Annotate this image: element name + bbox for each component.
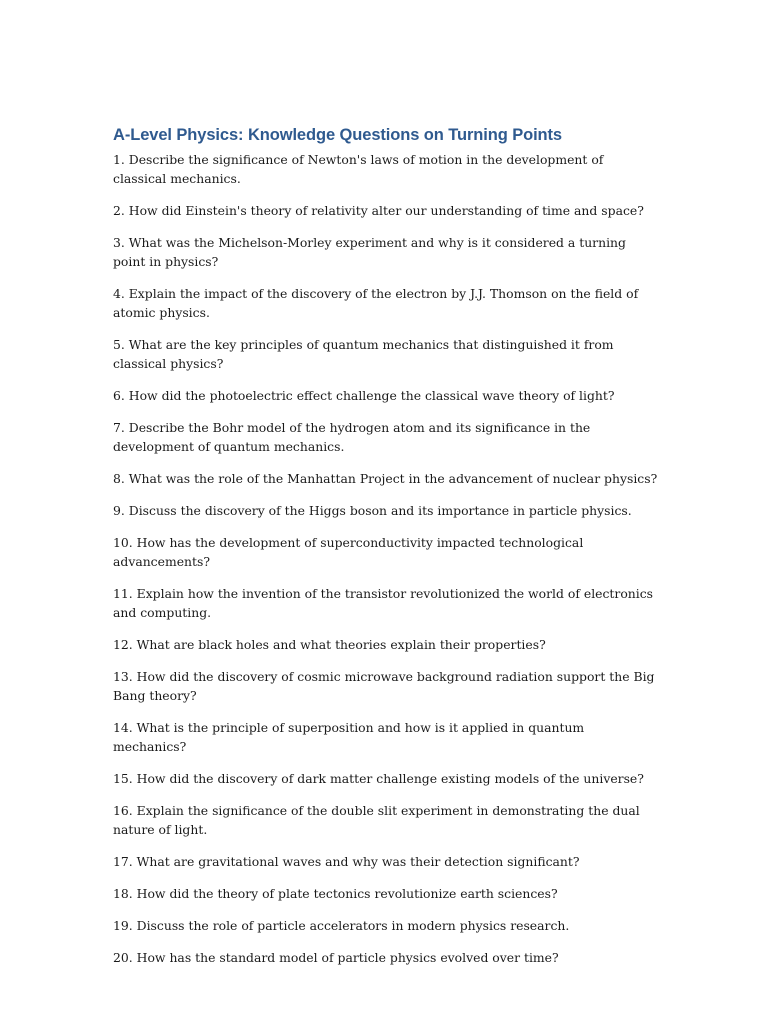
question-item: 12. What are black holes and what theories explain their properties?	[113, 637, 546, 652]
question-item: 20. How has the standard model of particle physics evolved over time?	[113, 950, 559, 965]
document-page	[113, 124, 658, 980]
question-item: 7. Describe the Bohr model of the hydrogen atom and its significance in the development of quantum mechanics.	[113, 420, 591, 454]
question-item: 11. Explain how the invention of the transistor revolutionized the world of electronics and computing.	[113, 586, 654, 620]
question-item: 16. Explain the significance of the double slit experiment in demonstrating the dual nature of light.	[113, 803, 640, 837]
question-item: 4. Explain the impact of the discovery of the electron by J.J. Thomson on the field of atomic physics.	[113, 286, 639, 320]
question-item: 2. How did Einstein's theory of relativity alter our understanding of time and space?	[113, 203, 644, 218]
question-item: 15. How did the discovery of dark matter challenge existing models of the universe?	[113, 771, 644, 786]
question-item: 18. How did the theory of plate tectonics revolutionize earth sciences?	[113, 886, 558, 901]
question-item: 3. What was the Michelson-Morley experiment and why is it considered a turning point in physics?	[113, 235, 626, 269]
question-item: 5. What are the key principles of quantum mechanics that distinguished it from classical physics?	[113, 337, 614, 371]
question-item: 14. What is the principle of superposition and how is it applied in quantum mechanics?	[113, 720, 585, 754]
question-item: 13. How did the discovery of cosmic microwave background radiation support the Big Bang theory?	[113, 669, 655, 703]
question-item: 1. Describe the significance of Newton's laws of motion in the development of classical mechanics.	[113, 152, 604, 186]
question-item: 8. What was the role of the Manhattan Project in the advancement of nuclear physics?	[113, 471, 658, 486]
question-item: 9. Discuss the discovery of the Higgs boson and its importance in particle physics.	[113, 503, 632, 518]
question-item: 6. How did the photoelectric effect challenge the classical wave theory of light?	[113, 388, 615, 403]
question-item: 10. How has the development of superconductivity impacted technological advancements?	[113, 535, 584, 569]
question-item: 17. What are gravitational waves and why was their detection significant?	[113, 854, 580, 869]
question-item: 19. Discuss the role of particle accelerators in modern physics research.	[113, 918, 570, 933]
question-list	[113, 150, 658, 967]
document-title: A-Level Physics: Knowledge Questions on Turning Points	[113, 126, 563, 144]
